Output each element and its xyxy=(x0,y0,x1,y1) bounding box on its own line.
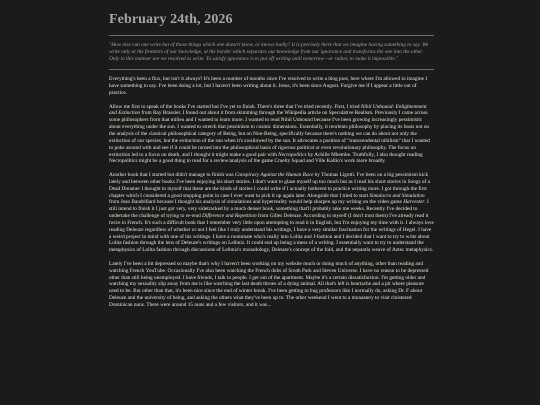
book-title: Necropolitics xyxy=(278,151,307,158)
book-title: Simulacra and Simulation xyxy=(369,192,425,199)
paragraph-text: from Ray Brassier. I found out about it from skimming through the Wikipedia article on Speculative Realism. Previously I came across some philosophers from that milieu and I wanted to learn more. I wanted to read Nihil Unbound because I've been growing increasingly pessimistic about everything under the sun. I wanted to stretch that pessimism to cosmic dimensions. Essentially, it reorients philosophy by placing its basis not on the analysis of the classical philosophical category of Being, but on Non-Being, specifically because there's nothing we can do about not only the extinction of our species, but the extinction of the sun when it's swallowed by the sun. It advocates a position of "transcendental nihilism" that I wanted to poke around with and see if it could be turned into the philosophical basis of rigorous political or even revolutionary philosophy. The focus on extinction led to a focus on death, and I thought it might make a good pair with xyxy=(109,110,430,158)
paragraph-text: from Gilles Deleuze. According to myself (I don't trust them) I've already read it twice in French. It's such a difficult book that I remember very little upon attempting to read it in English, but I'm enjoying my time with it. I always love reading Deleuze regardless of whether or not I feel like I truly understand his writings, I have a very similar fascination for the writings of Hegel. I have a weird project in mind with one of his writings. I have a roommate who's really into Lolita and J-fashion and I decided that I want to try to write about Lolita fashion through the lens of Deleuze's writings on Leibniz. It could end up being a mess of a writing. I essentially want to try to understand the metaphysics of Lolita fashion through discussions of Leibniz's monadology, Deleuze's concept of the fold, and the nepantla weave of Aztec metaphysics. xyxy=(109,213,434,254)
paragraph-text: Everything's been a flux, but isn't it always? It's been a number of months since I've resolved to write a blog post, here where I'm allowed to imagine I have something to say. I've been doing a lot, but I haven't been writing about it. Jesus, it's been since August. Forgive me if I appear a little out of practice. xyxy=(109,76,428,96)
post-date: February 24th, 2026 xyxy=(109,12,233,27)
book-title: Harvester xyxy=(403,199,425,206)
paragraph-text: by Achille Mbembe. Truthfully, I also thought reading Necropolitics might be a good thing to read for a review/analysis of the game Cruelty Squad and Ville Kallio's work more broadly. xyxy=(109,151,423,165)
bottom-divider xyxy=(109,69,434,70)
epigraph-quote: "How else can one write but of those things which one doesn't know, or knows badly? It is precisely there that we imagine having something to say. We write only at the frontiers of our knowledge, at the border which separates our knowledge from our ignorance and transforms the one into the other. Only in this manner are we resolved to write. To satisfy ignorance is to put off writing until tomorrow—or rather, to make it impossible." xyxy=(109,42,429,63)
paragraph-text: . I still intend to finish it I just got very, very sidetracked by a much denser book, something that'll probably take me weeks. Recently I've decided to undertake the challenge of trying to re-read xyxy=(109,199,429,220)
paragraph-text: by Thomas Ligotti. I've been on a big pessimism kick lately and between other books I've been enjoying his short stories. I don't want to glaze myself up too much but as I read his short stories in Songs of a Dead Dreamer I thought to myself that these are the kinds of stories I could write if I actually bothered to practice writing more. I got through the first chapter which I considered a good stopping point in case I ever want to pick it up again later. Alongside that I tried to start xyxy=(109,172,430,199)
paragraph xyxy=(109,261,434,309)
paragraph-text: from Jean Baudrillard because I thought his analysis of simulations and hyperreality would help sharpen up my writing on the video game xyxy=(109,199,404,206)
paragraph xyxy=(109,172,434,254)
paragraph xyxy=(109,104,434,166)
paragraph-text: Another book that I started but didn't manage to finish was xyxy=(109,172,235,178)
book-title: Nihil Unbound: Enlightenment and Extinction xyxy=(109,103,427,117)
paragraph-text: Lately I've been a bit depressed so maybe that's why I haven't been working on my website much or doing much of anything, other than reading and watching French YouTube. Occasionally I've also been watching the French dubs of South Park and Steven Universe. I have no reason to be depressed other than still being unemployed. I have friends, I talk to people. I get out of the apartment. Maybe it's a certain dissatisfaction. I'm getting older and watching my sexuality slip away from me is like watching the last death throes of a dying animal. All that's left is heartache and a pit where pleasure used to be. But other than that, it's been nice since the end of winter break. I've been getting to bug professors like I normally do, asking Dr. F about Deleuze and the university of being, and asking the others what they've been up to. The other weekend I went to a monastery to visit cloistered Dominican nuns. There were around 15 nuns and a few visitors, and it was... xyxy=(109,260,429,308)
book-title: Conspiracy Against the Human Race xyxy=(234,172,314,178)
top-divider xyxy=(109,35,434,36)
paragraph xyxy=(109,76,434,97)
post-body xyxy=(109,76,434,309)
book-title: Difference and Repetition xyxy=(202,213,257,220)
paragraph-text: Allow me first to speak of the books I've started but I've yet to finish. There's three that I've tried recently. First, I tried xyxy=(109,103,361,110)
